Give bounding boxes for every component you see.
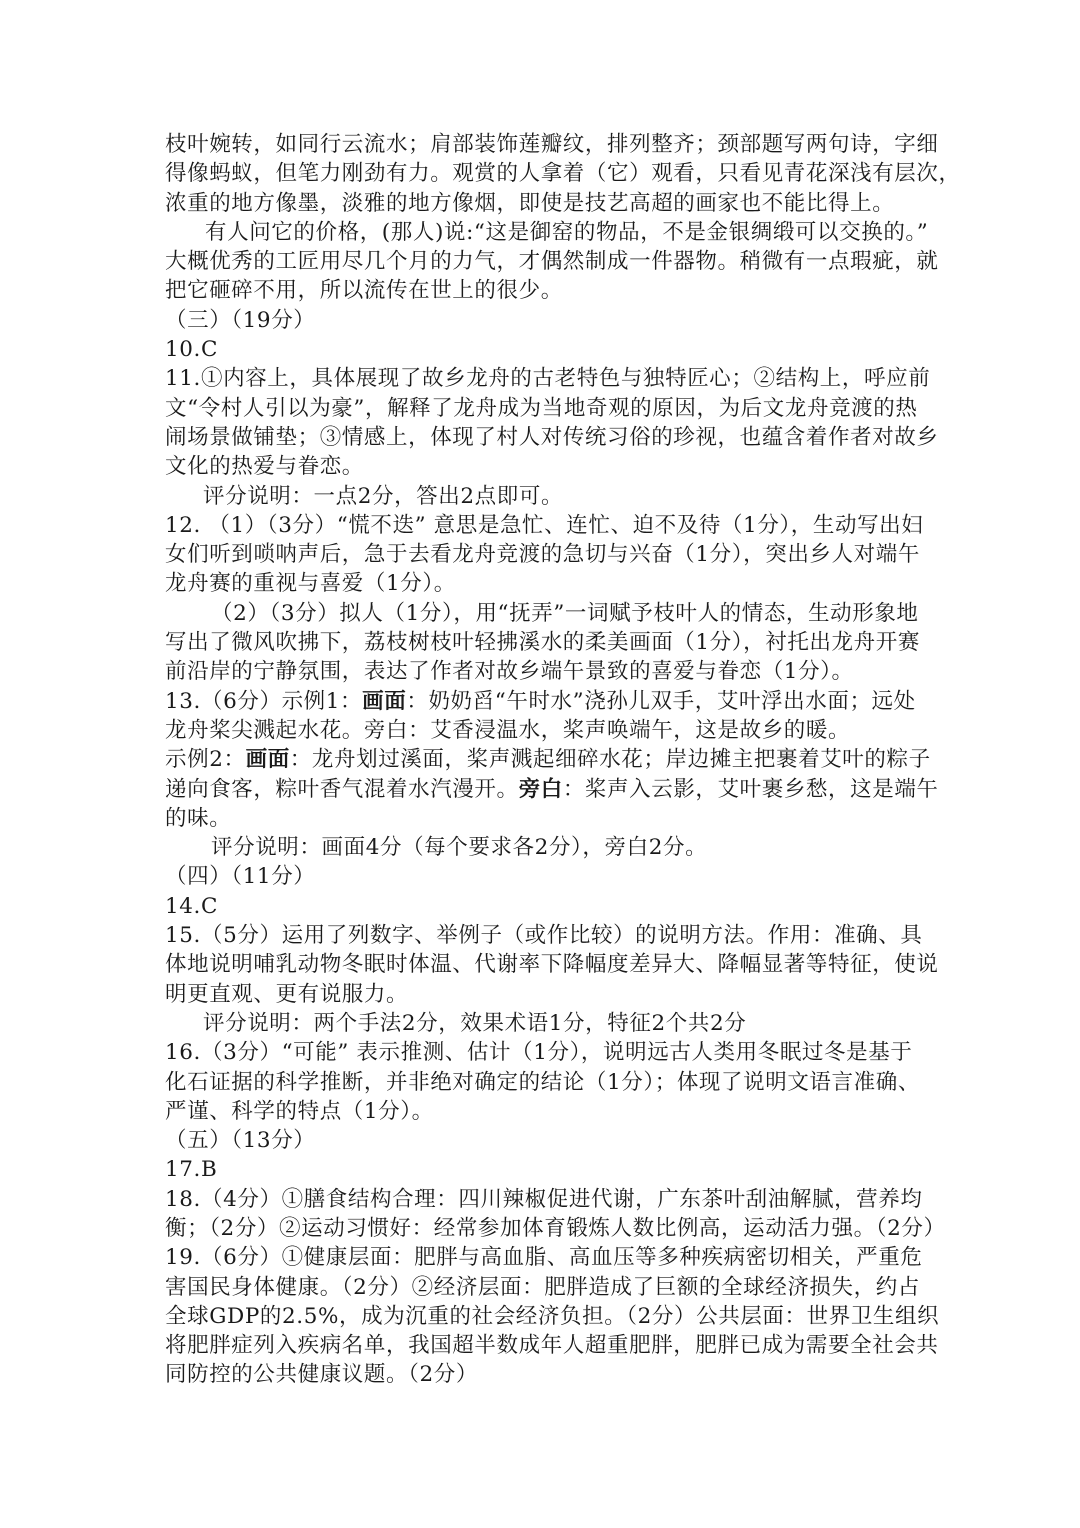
text-line: 龙舟赛的重视与喜爱（1分）。	[165, 571, 456, 597]
text-line: 闹场景做铺垫；③情感上，体现了村人对传统习俗的珍视，也蕴含着作者对故乡	[165, 424, 939, 450]
text-line: 浓重的地方像墨，淡雅的地方像烟，即使是技艺高超的画家也不能比得上。	[165, 190, 895, 216]
scoring-note: 评分说明：画面4分（每个要求各2分），旁白2分。	[211, 835, 708, 861]
text-line: 文化的热爱与眷恋。	[165, 454, 364, 480]
bold-label: 旁白	[518, 776, 563, 802]
text-line: 龙舟桨尖溅起水花。旁白：艾香浸温水，桨声唤端午，这是故乡的暖。	[165, 717, 851, 743]
text-line: 枝叶婉转，如同行云流水；肩部装饰莲瓣纹，排列整齐；颈部题写两句诗，字细	[165, 132, 939, 157]
text-line: 体地说明哺乳动物冬眠时体温、代谢率下降幅度差异大、降幅显著等特征，使说	[165, 952, 939, 978]
answer-line: 16.（3分）“可能” 表示推测、估计（1分），说明远古人类用冬眠过冬是基于	[165, 1040, 913, 1066]
answer-line: 10.C	[165, 337, 219, 363]
text-line: 前沿岸的宁静氛围，表达了作者对故乡端午景致的喜爱与眷恋（1分）。	[165, 659, 854, 685]
text-segment: ：奶奶舀“午时水”浇孙儿双手，艾叶浮出水面；远处	[406, 688, 916, 714]
example-label: 示例2：	[165, 747, 246, 773]
answer-line: 18.（4分）①膳食结构合理：四川辣椒促进代谢，广东茶叶刮油解腻，营养均	[165, 1186, 923, 1212]
text-segment: 递向食客，粽叶香气混着水汽漫开。	[165, 776, 519, 802]
text-line	[165, 775, 939, 804]
text-line: 得像蚂蚁，但笔力刚劲有力。观赏的人拿着（它）观看，只看见青花深浅有层次，	[165, 161, 961, 187]
example-label: 13.（6分）示例1：	[165, 688, 363, 714]
text-line: 女们听到唢呐声后，急于去看龙舟竞渡的急切与兴奋（1分），突出乡人对端午	[165, 542, 920, 568]
text-line: 严谨、科学的特点（1分）。	[165, 1098, 434, 1124]
text-line: 大概优秀的工匠用尽几个月的力气，才偶然制成一件器物。稍微有一点瑕疵，就	[165, 249, 939, 275]
answer-line: 12. （1）（3分）“慌不迭” 意思是急忙、连忙、迫不及待（1分），生动写出妇	[165, 512, 924, 538]
text-segment: ：龙舟划过溪面，桨声溅起细碎水花；岸边摊主把裹着艾叶的粽子	[289, 747, 931, 773]
answer-line: （2）（3分）拟人（1分），用“抚弄”一词赋予枝叶人的情态，生动形象地	[211, 600, 919, 626]
text-line: 衡；（2分）②运动习惯好：经常参加体育锻炼人数比例高，运动活力强。（2分）	[165, 1215, 946, 1241]
text-line: 害国民身体健康。（2分）②经济层面：肥胖造成了巨额的全球经济损失，约占	[165, 1274, 920, 1300]
text-line: 把它砸碎不用，所以流传在世上的很少。	[165, 278, 563, 304]
text-line: 同防控的公共健康议题。（2分）	[165, 1362, 478, 1388]
text-line: 写出了微风吹拂下，荔枝树枝叶轻拂溪水的柔美画面（1分），衬托出龙舟开赛	[165, 630, 920, 656]
text-line: 将肥胖症列入疾病名单，我国超半数成年人超重肥胖，肥胖已成为需要全社会共	[165, 1333, 939, 1359]
text-line	[165, 745, 931, 774]
scoring-note: 评分说明：一点2分，答出2点即可。	[203, 483, 564, 509]
bold-label: 画面	[245, 747, 290, 773]
answer-line: 15.（5分）运用了列数字、举例子（或作比较）的说明方法。作用：准确、具	[165, 923, 923, 949]
text-line: 化石证据的科学推断，并非绝对确定的结论（1分）；体现了说明文语言准确、	[165, 1069, 920, 1095]
answer-key-page	[165, 130, 961, 1390]
section-heading: （五）（13分）	[165, 1128, 316, 1154]
answer-line	[165, 687, 925, 716]
answer-line: 11.①内容上，具体展现了故乡龙舟的古老特色与独特匠心；②结构上，呼应前	[165, 366, 931, 392]
answer-line: 14.C	[165, 893, 219, 919]
scoring-note: 评分说明：两个手法2分，效果术语1分，特征2个共2分	[203, 1010, 747, 1036]
section-heading: （四）（11分）	[165, 864, 316, 890]
text-segment: ：桨声入云影，艾叶裹乡愁，这是端午	[562, 776, 939, 802]
section-heading: （三）（19分）	[165, 307, 316, 333]
text-line: 文“令村人引以为豪”，解释了龙舟成为当地奇观的原因，为后文龙舟竞渡的热	[165, 395, 918, 421]
bold-label: 画面	[362, 688, 407, 714]
text-line: 明更直观、更有说服力。	[165, 981, 409, 1007]
text-line: 全球GDP的2.5%，成为沉重的社会经济负担。（2分）公共层面：世界卫生组织	[165, 1303, 940, 1329]
answer-line: 17.B	[165, 1157, 218, 1183]
text-line: 的味。	[165, 805, 232, 831]
text-line: 有人问它的价格，(那人)说:“这是御窑的物品，不是金银绸缎可以交换的。”	[205, 219, 929, 245]
answer-line: 19.（6分）①健康层面：肥胖与高血脂、高血压等多种疾病密切相关，严重危	[165, 1245, 923, 1271]
